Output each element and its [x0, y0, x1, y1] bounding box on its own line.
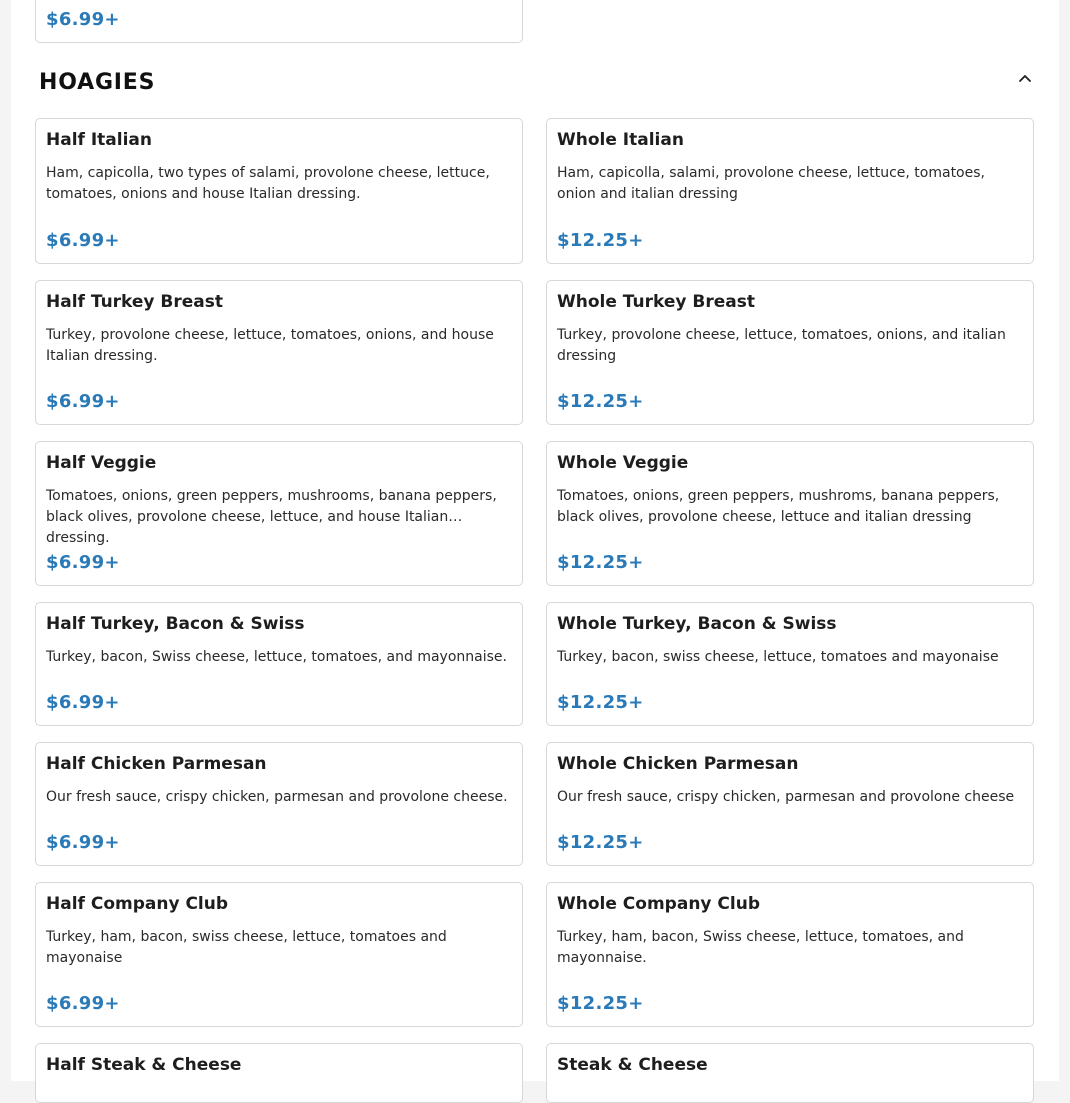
- section-title: HOAGIES: [39, 70, 156, 95]
- menu-item-card[interactable]: [546, 602, 1034, 726]
- item-description: Turkey, bacon, Swiss cheese, lettuce, tomatoes, and mayonnaise.: [46, 649, 507, 665]
- item-price: $12.25+: [557, 993, 644, 1014]
- menu-item-card[interactable]: [35, 118, 523, 264]
- item-description: Ham, capicolla, two types of salami, provolone cheese, lettuce, tomatoes, onions and house Italian dressing.: [46, 165, 490, 202]
- item-name: Steak & Cheese: [557, 1055, 708, 1075]
- menu-item-card[interactable]: [546, 882, 1034, 1027]
- item-price: $12.25+: [557, 552, 644, 573]
- menu-item-card[interactable]: [35, 882, 523, 1027]
- item-name: Whole Turkey, Bacon & Swiss: [557, 614, 837, 634]
- menu-item-card[interactable]: [546, 118, 1034, 264]
- menu-item-card[interactable]: [35, 0, 523, 43]
- item-name: Half Chicken Parmesan: [46, 754, 267, 774]
- menu-item-card[interactable]: [35, 280, 523, 425]
- item-price: $6.99+: [46, 993, 120, 1014]
- item-name: Half Steak & Cheese: [46, 1055, 242, 1075]
- menu-item-card[interactable]: [546, 742, 1034, 866]
- item-name: Half Veggie: [46, 453, 157, 473]
- item-description: Our fresh sauce, crispy chicken, parmesan and provolone cheese.: [46, 789, 508, 805]
- item-price: $6.99+: [46, 832, 120, 853]
- menu-item-card[interactable]: [35, 1043, 523, 1103]
- item-price: $6.99+: [46, 230, 120, 251]
- item-name: Whole Company Club: [557, 894, 760, 914]
- item-price: $12.25+: [557, 391, 644, 412]
- item-price: $6.99+: [46, 9, 120, 30]
- menu-item-card[interactable]: [546, 441, 1034, 586]
- item-name: Half Turkey, Bacon & Swiss: [46, 614, 305, 634]
- menu-item-card[interactable]: [546, 1043, 1034, 1103]
- item-name: Half Italian: [46, 130, 152, 150]
- item-description: Tomatoes, onions, green peppers, mushroms, banana peppers, black olives, provolone cheese, lettuce and italian dressing: [557, 488, 1000, 525]
- item-price: $12.25+: [557, 692, 644, 713]
- menu-item-card[interactable]: [35, 441, 523, 586]
- item-price: $6.99+: [46, 391, 120, 412]
- item-price: $6.99+: [46, 692, 120, 713]
- item-name: Whole Chicken Parmesan: [557, 754, 799, 774]
- item-name: Whole Italian: [557, 130, 684, 150]
- collapse-section-button[interactable]: [1013, 66, 1037, 90]
- item-description: Turkey, bacon, swiss cheese, lettuce, tomatoes and mayonaise: [557, 649, 999, 665]
- item-description: Turkey, ham, bacon, swiss cheese, lettuce, tomatoes and mayonaise: [46, 929, 447, 966]
- menu-item-card[interactable]: [35, 742, 523, 866]
- chevron-up-icon: [1013, 66, 1037, 90]
- item-description: Turkey, provolone cheese, lettuce, tomatoes, onions, and italian dressing: [557, 327, 1006, 364]
- item-description: Turkey, provolone cheese, lettuce, tomatoes, onions, and house Italian dressing.: [46, 327, 494, 364]
- item-name: Half Turkey Breast: [46, 292, 224, 312]
- item-price: $12.25+: [557, 230, 644, 251]
- item-description: Ham, capicolla, salami, provolone cheese, lettuce, tomatoes, onion and italian dressing: [557, 165, 985, 202]
- item-price: $12.25+: [557, 832, 644, 853]
- item-description: Tomatoes, onions, green peppers, mushrooms, banana peppers, black olives, provolone cheese, lettuce, and house Italian dressing.: [46, 488, 497, 546]
- item-name: Whole Veggie: [557, 453, 689, 473]
- item-name: Half Company Club: [46, 894, 229, 914]
- menu-item-card[interactable]: [35, 602, 523, 726]
- menu-item-card[interactable]: [546, 280, 1034, 425]
- item-description: Turkey, ham, bacon, Swiss cheese, lettuce, tomatoes, and mayonnaise.: [557, 929, 964, 966]
- menu-page: [11, 0, 1059, 1081]
- item-price: $6.99+: [46, 552, 120, 573]
- item-description: Our fresh sauce, crispy chicken, parmesan and provolone cheese: [557, 789, 1015, 805]
- item-name: Whole Turkey Breast: [557, 292, 755, 312]
